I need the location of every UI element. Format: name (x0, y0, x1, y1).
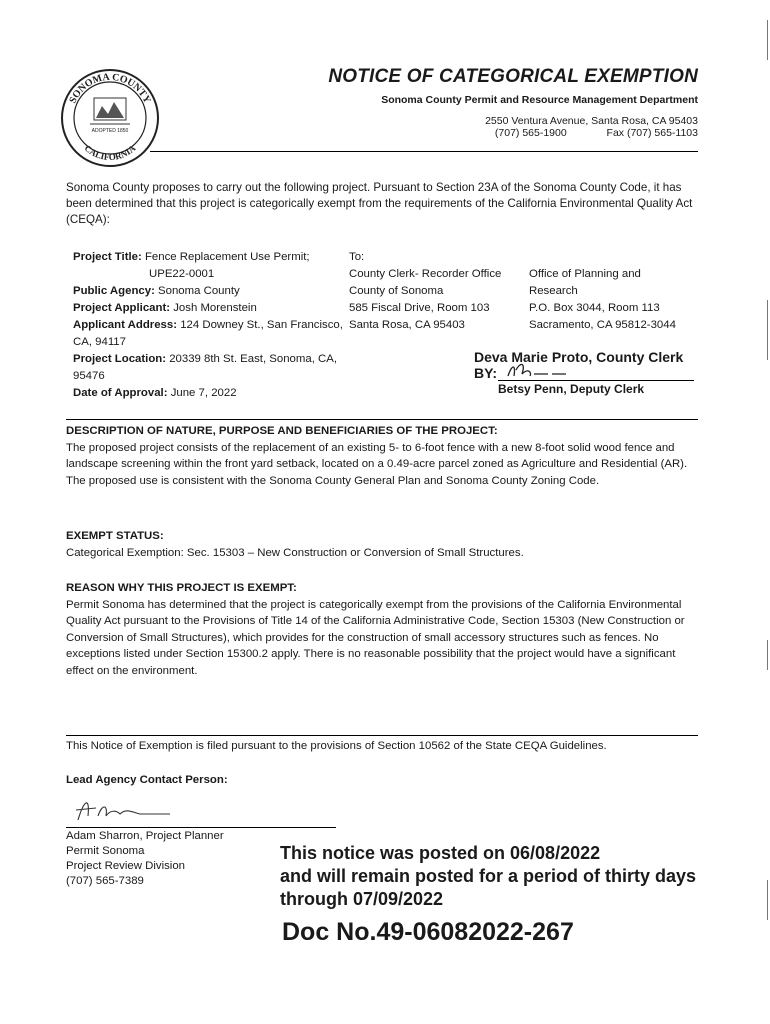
address-line: County Clerk- Recorder Office (349, 268, 502, 280)
applicant-address-value: 124 Downey St., San Francisco, CA, 94117 (73, 319, 343, 348)
phone-fax-line (485, 127, 698, 139)
reason-heading: REASON WHY THIS PROJECT IS EXEMPT: (66, 582, 297, 594)
address-line: Santa Rosa, CA 95403 (349, 319, 465, 331)
exempt-status-section (66, 528, 698, 561)
applicant-value: Josh Morenstein (173, 302, 257, 314)
contact-division: Project Review Division (66, 860, 186, 872)
applicant-address-label: Applicant Address: (73, 319, 178, 331)
section-divider (66, 419, 698, 420)
planner-signature (70, 792, 190, 826)
posting-line-2: and will remain posted for a period of thirty days (280, 866, 697, 886)
opr-address (529, 266, 676, 334)
address-line: Research (529, 285, 578, 297)
public-agency-label: Public Agency: (73, 285, 155, 297)
deputy-signature (504, 360, 574, 382)
stamp-signature-line (498, 380, 694, 381)
phone-number: (707) 565-1900 (494, 127, 567, 139)
header-divider (150, 151, 698, 152)
department-name: Sonoma County Permit and Resource Management Department (381, 94, 698, 106)
contact-name: Adam Sharron, Project Planner (66, 830, 224, 842)
applicant-label: Project Applicant: (73, 302, 171, 314)
scan-edge-mark (767, 880, 768, 920)
project-title-label: Project Title: (73, 251, 142, 263)
reason-section (66, 580, 698, 679)
exempt-status-body: Categorical Exemption: Sec. 15303 – New Construction or Conversion of Small Structures. (66, 546, 524, 559)
applicant-row (73, 300, 343, 317)
contact-phone: (707) 565-7389 (66, 875, 144, 887)
description-body: The proposed project consists of the replacement of an existing 5- to 6-foot fence with a new 8-foot solid wood fence and landscape screening within the front yard setback, located on a 0.49-acre parcel zoned as Agriculture and Residential (AR). The proposed use is consistent with the Sonoma County General Plan and Sonoma County Zoning Code. (66, 441, 688, 487)
approval-date-value: June 7, 2022 (170, 387, 237, 399)
contact-person-block (66, 829, 224, 889)
scan-edge-mark (767, 300, 768, 360)
svg-text:SONOMA COUNTY: SONOMA COUNTY (67, 71, 153, 106)
exempt-status-heading: EXEMPT STATUS: (66, 530, 164, 542)
project-info (73, 249, 343, 402)
footer-divider (66, 735, 698, 736)
document-title: NOTICE OF CATEGORICAL EXEMPTION (328, 66, 698, 87)
project-location-row (73, 351, 343, 385)
posting-line-1: This notice was posted on 06/08/2022 (280, 843, 601, 863)
county-seal-logo (60, 68, 160, 168)
project-location-label: Project Location: (73, 353, 167, 365)
project-title-row (73, 249, 343, 266)
description-section (66, 423, 698, 489)
address-line: Office of Planning and (529, 268, 641, 280)
department-address (485, 115, 698, 139)
county-clerk-address (349, 266, 501, 334)
reason-body: Permit Sonoma has determined that the project is categorically exempt from the provisions of the California Environmental Quality Act pursuant to the Provisions of Title 14 of the California Administrative Code, Section 15303 (New Construction or Conversion of Small Structures), which provides for the construction of small accessory structures such as fences. No exceptions listed under Section 15300.2 apply. There is no reasonable possibility that the project would have a significant effect on the environment. (66, 598, 685, 677)
description-heading: DESCRIPTION OF NATURE, PURPOSE AND BENEFICIARIES OF THE PROJECT: (66, 425, 498, 437)
signature-line (66, 827, 336, 828)
address-line: County of Sonoma (349, 285, 444, 297)
deputy-clerk-name: Betsy Penn, Deputy Clerk (498, 382, 645, 396)
posting-line-3: through 07/09/2022 (280, 889, 444, 909)
address-line: 585 Fiscal Drive, Room 103 (349, 302, 490, 314)
posting-stamp (280, 842, 696, 911)
intro-paragraph: Sonoma County proposes to carry out the following project. Pursuant to Section 23A of the Sonoma County Code, it has been determined that this project is categorically exempt from the requirements of the California Environmental Quality Act (CEQA): (66, 181, 693, 226)
county-clerk-stamp: Deva Marie Proto, County Clerk (474, 349, 684, 365)
project-location-value: 20339 8th St. East, Sonoma, CA, 95476 (73, 353, 338, 382)
filing-notice: This Notice of Exemption is filed pursuant to the provisions of Section 10562 of the State CEQA Guidelines. (66, 740, 607, 752)
approval-date-row (73, 385, 343, 402)
public-agency-row (73, 283, 343, 300)
address-line: P.O. Box 3044, Room 113 (529, 302, 660, 314)
fax-number: Fax (707) 565-1103 (606, 127, 698, 139)
stamp-by-label: BY: (474, 365, 498, 381)
public-agency-value: Sonoma County (158, 285, 240, 297)
scan-edge-mark (767, 640, 768, 670)
lead-agency-label: Lead Agency Contact Person: (66, 774, 228, 786)
scan-edge-mark (767, 20, 768, 60)
document-number: Doc No.49-06082022-267 (282, 918, 574, 946)
to-label: To: (349, 251, 365, 263)
contact-organization: Permit Sonoma (66, 845, 145, 857)
project-title-value: Fence Replacement Use Permit; (144, 251, 310, 263)
approval-date-label: Date of Approval: (73, 387, 168, 399)
project-number: UPE22-0001 (149, 268, 215, 280)
svg-text:CALIFORNIA: CALIFORNIA (82, 142, 138, 163)
svg-text:ADOPTED 1850: ADOPTED 1850 (91, 128, 129, 134)
address-line: 2550 Ventura Avenue, Santa Rosa, CA 95403 (485, 115, 698, 127)
applicant-address-row (73, 317, 343, 351)
address-line: Sacramento, CA 95812-3044 (529, 319, 676, 331)
